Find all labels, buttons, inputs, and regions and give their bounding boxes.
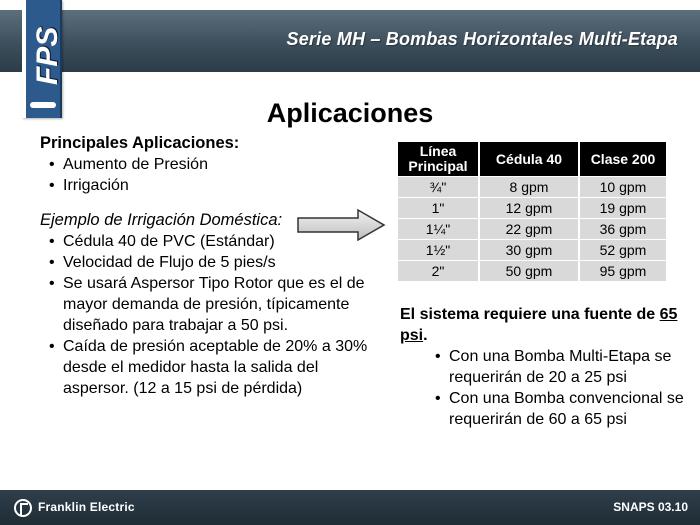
table-row xyxy=(398,198,666,218)
requirement-prefix: El sistema requiere una fuente de xyxy=(400,306,660,323)
list-item: • Velocidad de Flujo de 5 pies/s xyxy=(40,252,378,273)
list-item: • Aumento de Presión xyxy=(40,154,380,175)
table-cell: 8 gpm xyxy=(480,177,578,197)
franklin-logo-icon xyxy=(14,499,32,517)
table-row xyxy=(398,261,666,281)
list-item: • Cédula 40 de PVC (Estándar) xyxy=(40,231,378,252)
main-applications-list xyxy=(40,154,380,196)
slide-title: Aplicaciones xyxy=(266,98,434,128)
pump-requirement-list xyxy=(400,346,690,430)
flow-table xyxy=(396,141,668,282)
table-cell: 95 gpm xyxy=(580,261,666,281)
table-cell: 30 gpm xyxy=(480,240,578,260)
table-cell: 12 gpm xyxy=(480,198,578,218)
table-cell: 1¼" xyxy=(398,219,478,239)
table-cell: 19 gpm xyxy=(580,198,666,218)
table-cell: 50 gpm xyxy=(480,261,578,281)
column-header: Clase 200 xyxy=(580,142,666,176)
table-cell: 2" xyxy=(398,261,478,281)
list-item: • Se usará Aspersor Tipo Rotor que es el de mayor demanda de presión, típicamente diseñado para trabajar a 50 psi. xyxy=(40,273,378,336)
requirement-text xyxy=(400,304,690,346)
column-header: Línea Principal xyxy=(398,142,478,176)
list-item: • Con una Bomba convencional se requerirán de 60 a 65 psi xyxy=(426,388,690,430)
footer-bar xyxy=(0,490,700,525)
right-arrow-icon xyxy=(296,208,388,242)
table-cell: 52 gpm xyxy=(580,240,666,260)
requirement-value: 65 psi xyxy=(400,306,678,344)
list-item: • Con una Bomba Multi-Etapa se requerirán de 20 a 25 psi xyxy=(426,346,690,388)
list-item: • Irrigación xyxy=(40,175,380,196)
table-cell: 1½" xyxy=(398,240,478,260)
franklin-brand: Franklin Electric xyxy=(38,500,135,514)
table-row xyxy=(398,219,666,239)
table-header-row xyxy=(398,142,666,176)
left-column xyxy=(40,133,380,399)
table-cell: 22 gpm xyxy=(480,219,578,239)
example-list xyxy=(40,231,378,399)
main-applications-heading: Principales Aplicaciones: xyxy=(40,134,240,152)
example-heading: Ejemplo de Irrigación Doméstica: xyxy=(40,211,283,229)
table-row xyxy=(398,177,666,197)
header-title: Serie MH – Bombas Horizontales Multi-Etapa xyxy=(286,29,678,49)
table-row xyxy=(398,240,666,260)
table-cell: 1" xyxy=(398,198,478,218)
requirement-suffix: . xyxy=(423,327,428,344)
table-cell: ¾" xyxy=(398,177,478,197)
table-cell: 10 gpm xyxy=(580,177,666,197)
table-cell: 36 gpm xyxy=(580,219,666,239)
column-header: Cédula 40 xyxy=(480,142,578,176)
list-item: • Caída de presión aceptable de 20% a 30% desde el medidor hasta la salida del aspersor. (12 a 15 psi de pérdida) xyxy=(40,336,378,399)
fps-logo-text: FPS xyxy=(31,26,64,85)
slide-code: SNAPS 03.10 xyxy=(613,500,688,514)
right-column xyxy=(400,304,690,430)
